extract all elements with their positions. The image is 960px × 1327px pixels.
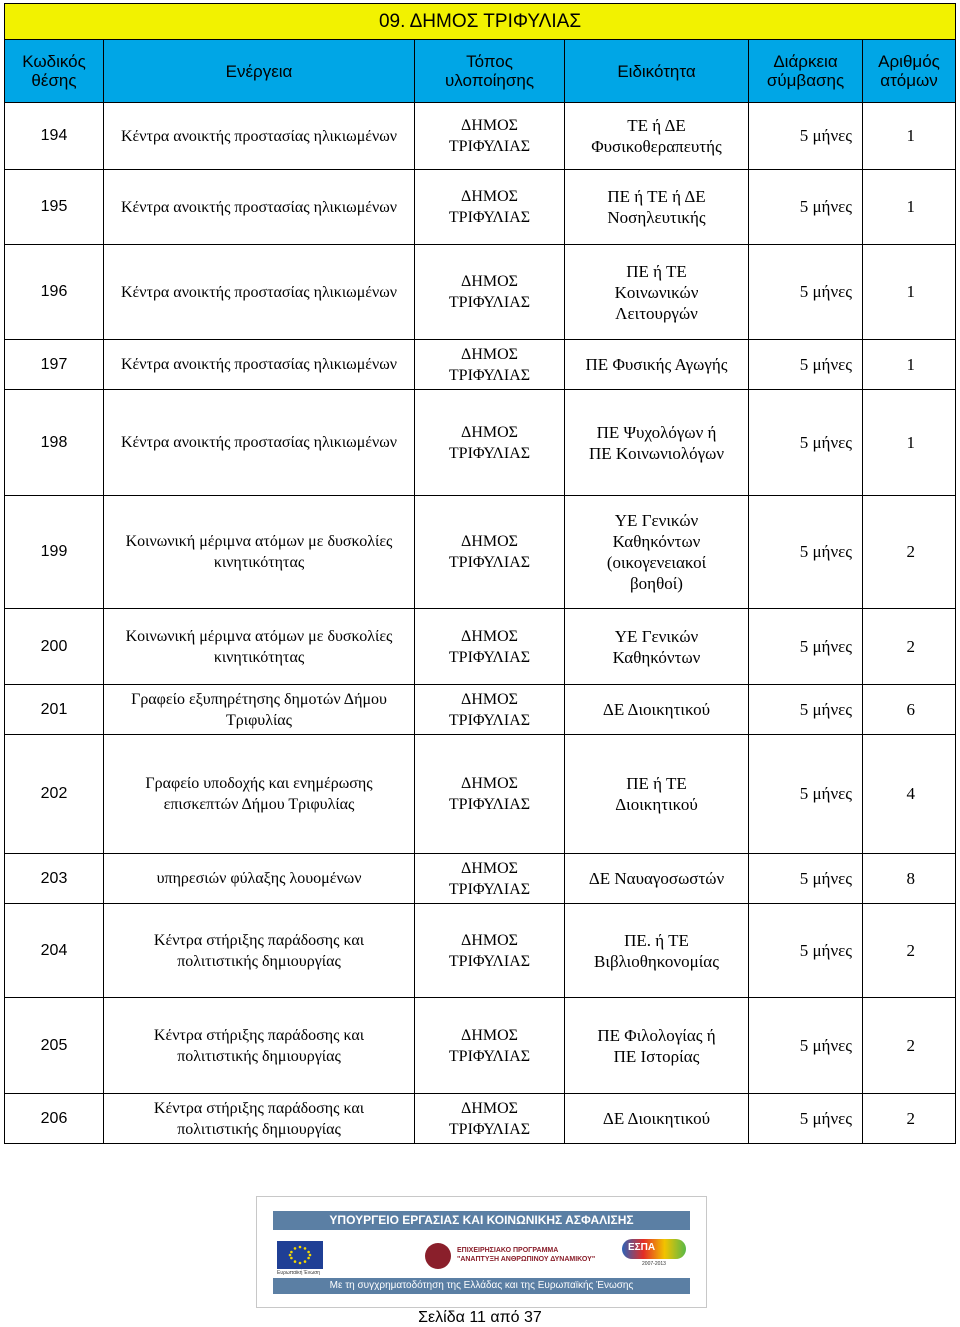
duration-cell: 5 μήνες	[749, 170, 863, 245]
count-cell: 4	[863, 735, 956, 854]
specialty-cell: ΥΕ Γενικών Καθηκόντων	[565, 609, 749, 685]
header-action: Ενέργεια	[104, 40, 415, 103]
eu-flag-icon	[277, 1241, 323, 1276]
count-cell: 8	[863, 854, 956, 904]
table-row	[5, 854, 956, 904]
duration-cell: 5 μήνες	[749, 854, 863, 904]
header-place: Τόπος υλοποίησης	[415, 40, 565, 103]
position-code: 202	[5, 735, 104, 854]
specialty-cell: ΠΕ ή ΤΕ Κοινωνικών Λειτουργών	[565, 245, 749, 340]
specialty-cell: ΤΕ ή ΔΕ Φυσικοθεραπευτής	[565, 103, 749, 170]
espa-name: ΕΣΠΑ	[628, 1242, 656, 1253]
duration-cell: 5 μήνες	[749, 103, 863, 170]
action-cell: υπηρεσιών φύλαξης λουομένων	[104, 854, 415, 904]
header-duration: Διάρκεια σύμβασης	[749, 40, 863, 103]
place-cell: ΔΗΜΟΣ ΤΡΙΦΥΛΙΑΣ	[415, 685, 565, 735]
place-cell: ΔΗΜΟΣ ΤΡΙΦΥΛΙΑΣ	[415, 904, 565, 998]
action-cell: Γραφείο εξυπηρέτησης δημοτών Δήμου Τριφυλίας	[104, 685, 415, 735]
position-code: 197	[5, 340, 104, 390]
program-line1: ΕΠΙΧΕΙΡΗΣΙΑΚΟ ΠΡΟΓΡΑΜΜΑ	[457, 1247, 559, 1254]
header-row	[5, 40, 956, 103]
count-cell: 2	[863, 1094, 956, 1144]
action-cell: Κέντρα ανοικτής προστασίας ηλικιωμένων	[104, 170, 415, 245]
table-title: 09. ΔΗΜΟΣ ΤΡΙΦΥΛΙΑΣ	[5, 4, 956, 40]
duration-cell: 5 μήνες	[749, 904, 863, 998]
action-cell: Κέντρα στήριξης παράδοσης και πολιτιστικής δημιουργίας	[104, 1094, 415, 1144]
specialty-cell: ΠΕ ή ΤΕ Διοικητικού	[565, 735, 749, 854]
page-number: Σελίδα 11 από 37	[418, 1309, 542, 1326]
duration-cell: 5 μήνες	[749, 390, 863, 496]
specialty-cell: ΠΕ. ή ΤΕ Βιβλιοθηκονομίας	[565, 904, 749, 998]
place-cell: ΔΗΜΟΣ ΤΡΙΦΥΛΙΑΣ	[415, 103, 565, 170]
position-code: 200	[5, 609, 104, 685]
position-code: 195	[5, 170, 104, 245]
specialty-cell: ΔΕ Διοικητικού	[565, 685, 749, 735]
action-cell: Κοινωνική μέριμνα ατόμων με δυσκολίες κινητικότητας	[104, 609, 415, 685]
place-cell: ΔΗΜΟΣ ΤΡΙΦΥΛΙΑΣ	[415, 1094, 565, 1144]
action-cell: Κέντρα στήριξης παράδοσης και πολιτιστικής δημιουργίας	[104, 904, 415, 998]
program-logo	[425, 1241, 596, 1271]
position-code: 201	[5, 685, 104, 735]
program-emblem-icon	[425, 1243, 451, 1269]
position-code: 204	[5, 904, 104, 998]
count-cell: 1	[863, 390, 956, 496]
table-row	[5, 340, 956, 390]
specialty-cell: ΔΕ Διοικητικού	[565, 1094, 749, 1144]
count-cell: 1	[863, 103, 956, 170]
position-code: 206	[5, 1094, 104, 1144]
table-row	[5, 735, 956, 854]
action-cell: Κοινωνική μέριμνα ατόμων με δυσκολίες κινητικότητας	[104, 496, 415, 609]
action-cell: Κέντρα στήριξης παράδοσης και πολιτιστικής δημιουργίας	[104, 998, 415, 1094]
table-row	[5, 685, 956, 735]
specialty-cell: ΥΕ Γενικών Καθηκόντων (οικογενειακοί βοηθοί)	[565, 496, 749, 609]
specialty-cell: ΠΕ Φιλολογίας ή ΠΕ Ιστορίας	[565, 998, 749, 1094]
specialty-cell: ΠΕ ή ΤΕ ή ΔΕ Νοσηλευτικής	[565, 170, 749, 245]
header-specialty: Ειδικότητα	[565, 40, 749, 103]
ministry-logo-banner	[256, 1196, 707, 1308]
count-cell: 2	[863, 496, 956, 609]
place-cell: ΔΗΜΟΣ ΤΡΙΦΥΛΙΑΣ	[415, 735, 565, 854]
count-cell: 2	[863, 904, 956, 998]
table-row	[5, 609, 956, 685]
duration-cell: 5 μήνες	[749, 685, 863, 735]
count-cell: 1	[863, 170, 956, 245]
program-line2: "ΑΝΑΠΤΥΞΗ ΑΝΘΡΩΠΙΝΟΥ ΔΥΝΑΜΙΚΟΥ"	[457, 1256, 596, 1263]
ministry-name: ΥΠΟΥΡΓΕΙΟ ΕΡΓΑΣΙΑΣ ΚΑΙ ΚΟΙΝΩΝΙΚΗΣ ΑΣΦΑΛΙΣΗΣ	[273, 1211, 690, 1230]
count-cell: 1	[863, 245, 956, 340]
specialty-cell: ΠΕ Φυσικής Αγωγής	[565, 340, 749, 390]
position-code: 205	[5, 998, 104, 1094]
action-cell: Γραφείο υποδοχής και ενημέρωσης επισκεπτών Δήμου Τριφυλίας	[104, 735, 415, 854]
duration-cell: 5 μήνες	[749, 340, 863, 390]
place-cell: ΔΗΜΟΣ ΤΡΙΦΥΛΙΑΣ	[415, 496, 565, 609]
table-row	[5, 103, 956, 170]
position-code: 199	[5, 496, 104, 609]
position-code: 203	[5, 854, 104, 904]
espa-logo	[622, 1239, 686, 1271]
place-cell: ΔΗΜΟΣ ΤΡΙΦΥΛΙΑΣ	[415, 170, 565, 245]
table-row	[5, 998, 956, 1094]
place-cell: ΔΗΜΟΣ ΤΡΙΦΥΛΙΑΣ	[415, 854, 565, 904]
duration-cell: 5 μήνες	[749, 1094, 863, 1144]
espa-years: 2007-2013	[642, 1261, 666, 1267]
place-cell: ΔΗΜΟΣ ΤΡΙΦΥΛΙΑΣ	[415, 390, 565, 496]
table-row	[5, 496, 956, 609]
place-cell: ΔΗΜΟΣ ΤΡΙΦΥΛΙΑΣ	[415, 998, 565, 1094]
duration-cell: 5 μήνες	[749, 496, 863, 609]
position-code: 198	[5, 390, 104, 496]
header-count: Αριθμός ατόμων	[863, 40, 956, 103]
action-cell: Κέντρα ανοικτής προστασίας ηλικιωμένων	[104, 390, 415, 496]
place-cell: ΔΗΜΟΣ ΤΡΙΦΥΛΙΑΣ	[415, 609, 565, 685]
position-code: 194	[5, 103, 104, 170]
place-cell: ΔΗΜΟΣ ΤΡΙΦΥΛΙΑΣ	[415, 245, 565, 340]
duration-cell: 5 μήνες	[749, 735, 863, 854]
action-cell: Κέντρα ανοικτής προστασίας ηλικιωμένων	[104, 245, 415, 340]
table-row	[5, 170, 956, 245]
count-cell: 2	[863, 998, 956, 1094]
count-cell: 6	[863, 685, 956, 735]
specialty-cell: ΔΕ Ναυαγοσωστών	[565, 854, 749, 904]
position-code: 196	[5, 245, 104, 340]
funding-note: Με τη συγχρηματοδότηση της Ελλάδας και της Ευρωπαϊκής Ένωσης	[273, 1278, 690, 1294]
action-cell: Κέντρα ανοικτής προστασίας ηλικιωμένων	[104, 340, 415, 390]
place-cell: ΔΗΜΟΣ ΤΡΙΦΥΛΙΑΣ	[415, 340, 565, 390]
count-cell: 1	[863, 340, 956, 390]
positions-table	[4, 3, 956, 1144]
eu-label: Ευρωπαϊκή Ένωση	[277, 1270, 320, 1276]
header-code: Κωδικός θέσης	[5, 40, 104, 103]
table-row	[5, 904, 956, 998]
duration-cell: 5 μήνες	[749, 998, 863, 1094]
table-row	[5, 1094, 956, 1144]
duration-cell: 5 μήνες	[749, 609, 863, 685]
action-cell: Κέντρα ανοικτής προστασίας ηλικιωμένων	[104, 103, 415, 170]
duration-cell: 5 μήνες	[749, 245, 863, 340]
count-cell: 2	[863, 609, 956, 685]
specialty-cell: ΠΕ Ψυχολόγων ή ΠΕ Κοινωνιολόγων	[565, 390, 749, 496]
table-row	[5, 390, 956, 496]
table-row	[5, 245, 956, 340]
